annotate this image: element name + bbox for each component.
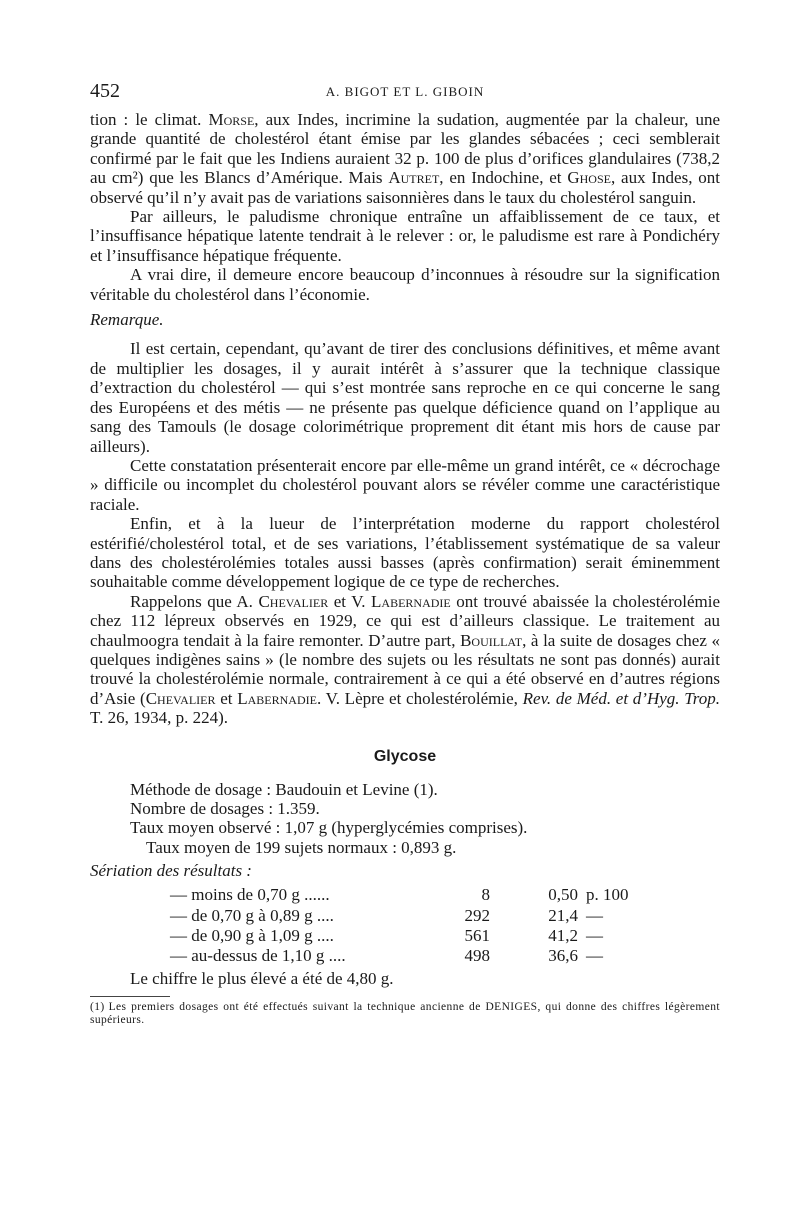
methode-line: Méthode de dosage : Baudouin et Levine (1). <box>130 779 438 799</box>
author-morse: Morse <box>208 110 255 129</box>
author-deniges: DENIGES <box>485 1001 538 1014</box>
paragraph-4: Il est certain, cependant, qu’avant de tirer des conclusions définitives, et même avant de multiplier les dosages, il y aurait intérêt à s’assurer que la technique classique d’extraction du cholestérol — qui s’est montrée sans reproche en ce qui concerne le sang des Européens et des métis — ne présente pas quelque déficience quand on l’applique au sang des Tamouls (le dosage colorimétrique proprement dit étant mis hors de cause par ailleurs). <box>90 339 720 456</box>
seriation-table <box>170 885 646 967</box>
text-run: , qui donne des chiffres légèrement supérieurs. <box>90 1001 721 1027</box>
text-run: ont trouvé abaissée la cholestérolémie chez 112 lépreux observés en 1929, ce qui est d’ailleurs classique. Le traitement au chaulmoogra tendait à la faire remonter. D’autre part, <box>90 591 720 650</box>
count-cell: 8 <box>481 885 490 905</box>
footnote <box>90 1001 720 1027</box>
text-run: et V. <box>328 591 372 611</box>
page-header <box>90 80 720 110</box>
unit-cell: — <box>586 905 603 925</box>
count-cell: 498 <box>464 946 490 966</box>
text-run: Les premiers dosages ont été effectués suivant la technique ancienne de <box>108 1001 486 1014</box>
author-labernadie: Labernadie <box>371 591 451 611</box>
methode-line: Taux moyen observé : 1,07 g (hyperglycémies comprises). <box>130 818 528 838</box>
table-row <box>170 906 646 926</box>
running-title: A. BIGOT ET L. GIBOIN <box>325 84 485 99</box>
methode-line: Taux moyen de 199 sujets normaux : 0,893 g. <box>146 837 457 857</box>
range-label: — moins de 0,70 g ...... <box>170 885 330 905</box>
text-run: , aux Indes, ont observé qu’il n’y avait pas de variations saisonnières dans le taux du cholestérol sanguin. <box>90 168 721 207</box>
unit-cell: — <box>586 946 603 966</box>
footnote-number: (1) <box>90 1001 105 1014</box>
text-run: . V. Lèpre et cholestérolémie, <box>316 688 523 708</box>
author-chevalier: Chevalier <box>145 688 216 708</box>
paragraph-2: Par ailleurs, le paludisme chronique entraîne un affaiblissement de ce taux, et l’insuffisance hépatique latente tendrait à le relever : or, le paludisme est rare à Pondichéry et l’insuffisance hépatique fréquente. <box>90 207 720 265</box>
range-label: — de 0,70 g à 0,89 g .... <box>170 905 334 925</box>
unit-cell: p. 100 <box>586 885 629 905</box>
section-title-glycose: Glycose <box>373 747 437 765</box>
author-labernadie: Labernadie <box>237 688 317 708</box>
paragraph-6: Enfin, et à la lueur de l’interprétation moderne du rapport cholestérol estérifié/cholestérol total, et de ses variations, l’établissement systématique de sa valeur dans des cholestérolémies totales aussi basses (après confirmation) serait éminemment souhaitable comme développement logique de ce type de recherches. <box>90 514 720 592</box>
page <box>90 80 720 1027</box>
text-run: tion : le climat. <box>90 110 209 129</box>
table-row <box>170 946 646 966</box>
page-number: 452 <box>90 80 120 102</box>
paragraph-5: Cette constatation présenterait encore par elle-même un grand intérêt, ce « décrochage » difficile ou incomplet du cholestérol pouvant alors se révéler comme une caractéristique raciale. <box>90 455 720 514</box>
percent-cell: 0,50 <box>548 885 578 905</box>
paragraph-7 <box>90 592 720 728</box>
unit-cell: — <box>586 926 603 946</box>
table-row <box>170 926 646 946</box>
author-bouillat: Bouillat <box>460 630 523 650</box>
methode-line: Nombre de dosages : 1.359. <box>130 799 320 818</box>
range-label: — de 0,90 g à 1,09 g .... <box>170 926 334 946</box>
author-ghose: Ghose <box>567 168 611 188</box>
text-run: , à la suite de dosages chez « quelques indigènes sains » (le nombre des sujets ou les résultats ne sont pas donnés) aurait trouvé la cholestérolémie normale, contrairement à ce qui a été observé en d’autres régions d’Asie ( <box>90 630 720 708</box>
author-chevalier: Chevalier <box>258 591 329 611</box>
max-value-line: Le chiffre le plus élevé a été de 4,80 g. <box>130 968 394 988</box>
seriation-heading: Sériation des résultats : <box>90 861 252 881</box>
percent-cell: 21,4 <box>548 905 578 925</box>
text-run: , en Indochine, et <box>439 168 568 188</box>
table-row <box>170 885 646 905</box>
text-run: , aux Indes, incrimine la sudation, augmentée par la chaleur, une grande quantité de cholestérol étant émise par les glandes sébacées ; ceci semblerait confirmé par le fait que les Indiens auraient 32 p. 100 de plus d’orifices glandulaires (738,2 au cm²) que les Blancs d’Amérique. Mais <box>90 110 720 188</box>
author-autret: Autret <box>388 168 440 188</box>
text-run: Rappelons que A. <box>130 591 259 611</box>
range-label: — au-dessus de 1,10 g .... <box>170 946 346 966</box>
count-cell: 292 <box>464 905 490 925</box>
percent-cell: 36,6 <box>548 946 578 966</box>
journal-title: Rev. de Méd. et d’Hyg. Trop. <box>522 688 721 708</box>
text-run: T. 26, 1934, p. 224). <box>90 708 229 728</box>
paragraph-1 <box>90 110 720 207</box>
methode-block <box>90 780 720 882</box>
count-cell: 561 <box>464 926 490 946</box>
text-run: et <box>215 688 238 708</box>
body-text <box>90 110 720 728</box>
percent-cell: 41,2 <box>548 926 578 946</box>
remarque-heading: Remarque. <box>90 310 164 330</box>
paragraph-3: A vrai dire, il demeure encore beaucoup d’inconnues à résoudre sur la signification véritable du cholestérol dans l’économie. <box>90 265 720 304</box>
footnote-rule <box>90 996 170 997</box>
